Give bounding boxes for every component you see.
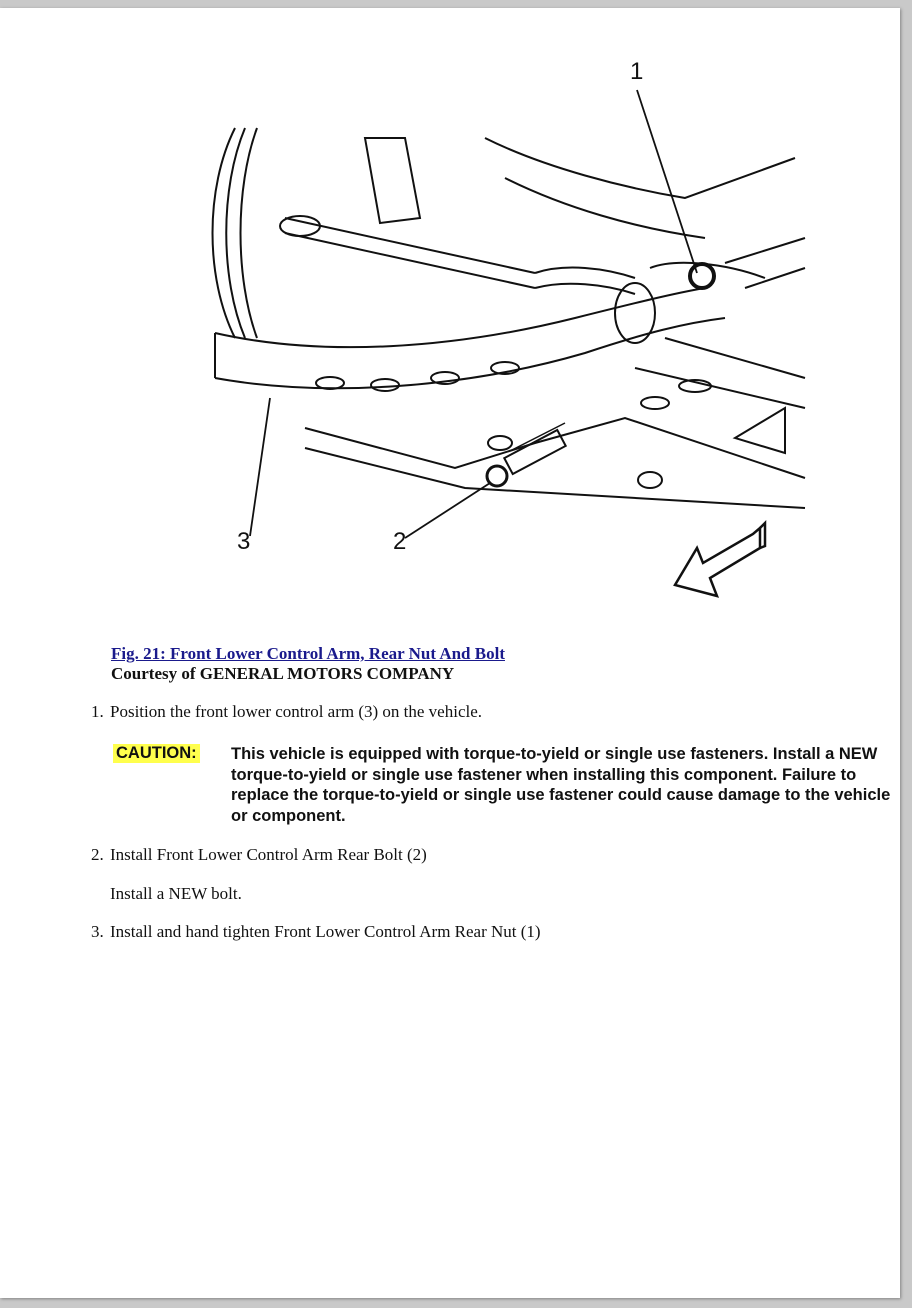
callout-1: 1 [630,58,644,85]
control-arm-illustration [205,48,815,608]
caution-label: CAUTION: [113,744,200,763]
caution-text: This vehicle is equipped with torque-to-yield or single use fasteners. Install a NEW torque-to-yield or single use fastener when installing this component. Failure to replace the torque-to-yield or single use fastener could cause damage to the vehicle or component. [231,745,891,825]
step-2 [91,845,427,865]
line-drawing [205,48,815,608]
step-3 [91,922,541,942]
step-number: 3. [91,922,104,941]
step-1 [91,702,482,722]
step-number: 2. [91,845,104,864]
step-text: Position the front lower control arm (3) on the vehicle. [110,702,483,721]
callout-2: 2 [393,528,407,555]
document-page [0,8,900,1298]
step-text: Install and hand tighten Front Lower Control Arm Rear Nut (1) [110,922,541,941]
figure-caption-link[interactable]: Fig. 21: Front Lower Control Arm, Rear Nut And Bolt [111,644,505,663]
figure-courtesy: Courtesy of GENERAL MOTORS COMPANY [111,664,455,683]
step-text: Install Front Lower Control Arm Rear Bolt (2) [110,845,427,864]
step-number: 1. [91,702,104,721]
callout-3: 3 [237,528,251,555]
step-2-note: Install a NEW bolt. [110,884,242,903]
